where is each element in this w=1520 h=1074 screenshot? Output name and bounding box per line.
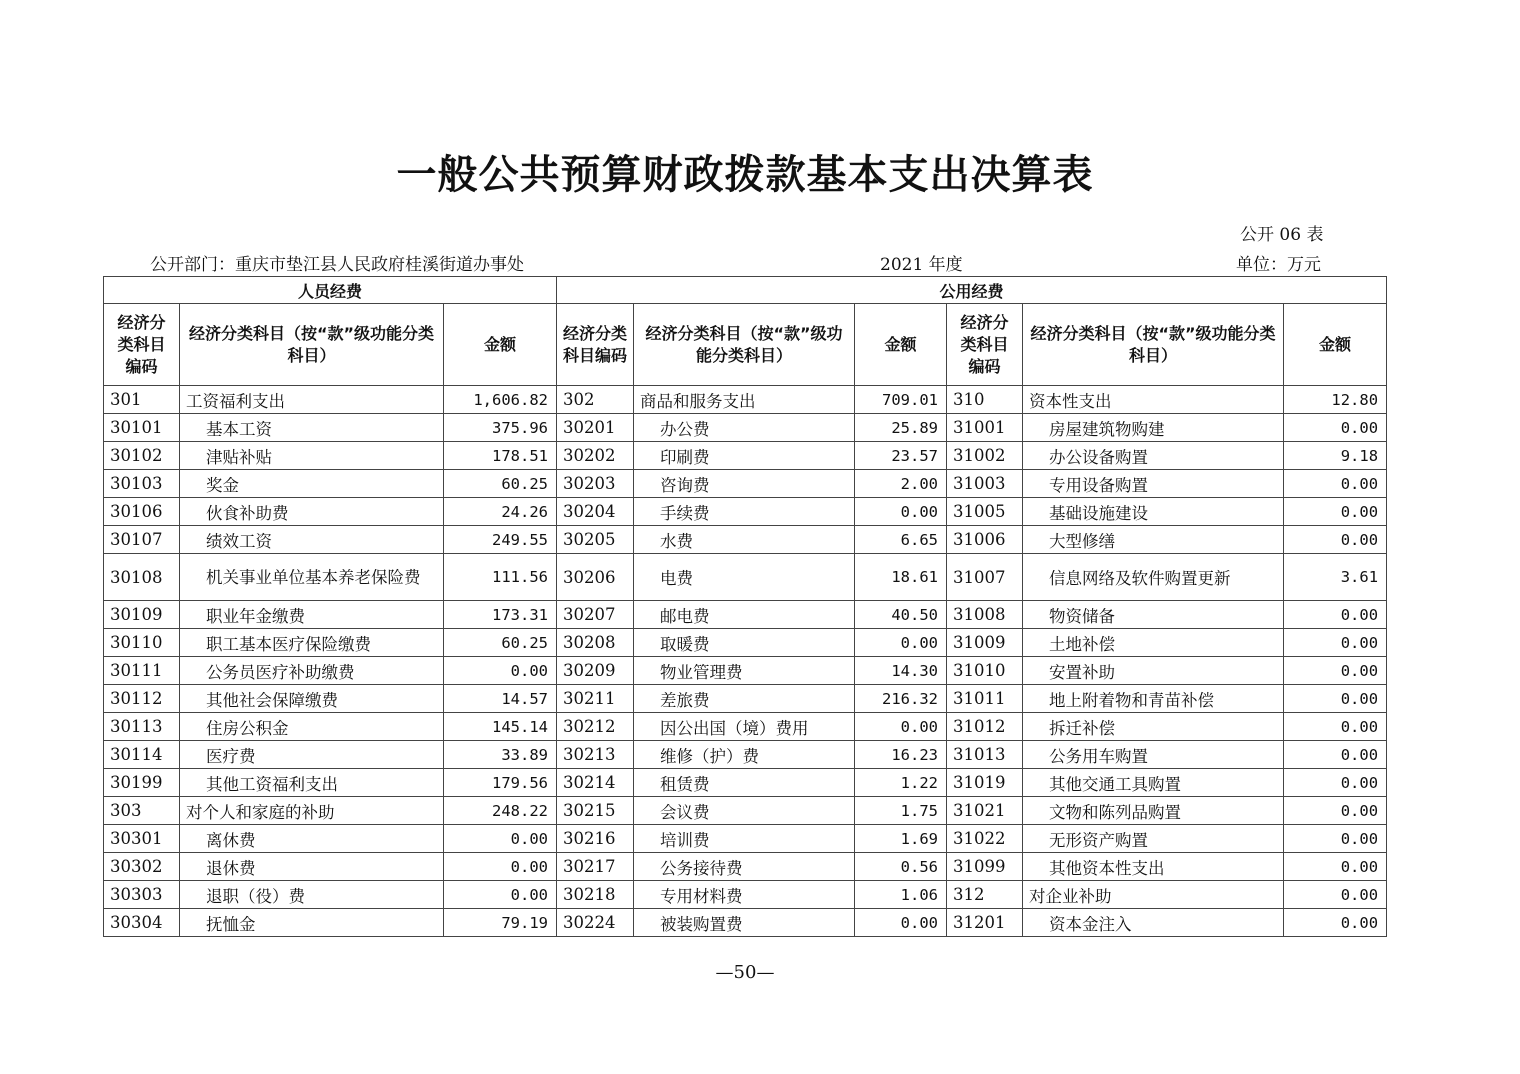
economic-code-cell: 31003 [947, 470, 1023, 498]
economic-code-cell: 312 [947, 881, 1023, 909]
economic-code-cell: 30215 [557, 797, 634, 825]
table-row [104, 526, 1387, 554]
amount-cell: 0.00 [1284, 713, 1387, 741]
economic-code-cell: 30208 [557, 629, 634, 657]
category-name-cell: 退休费 [180, 853, 444, 881]
category-name-cell: 资本金注入 [1023, 909, 1284, 937]
column-header-code: 经济分类科目编码 [557, 304, 634, 386]
category-name-cell: 物资储备 [1023, 601, 1284, 629]
category-name-cell: 公务接待费 [634, 853, 855, 881]
economic-code-cell: 301 [104, 386, 180, 414]
category-name-cell: 会议费 [634, 797, 855, 825]
economic-code-cell: 31008 [947, 601, 1023, 629]
amount-cell: 1.75 [855, 797, 947, 825]
amount-cell: 6.65 [855, 526, 947, 554]
amount-cell: 0.00 [1284, 769, 1387, 797]
economic-code-cell: 303 [104, 797, 180, 825]
amount-cell: 24.26 [444, 498, 557, 526]
amount-cell: 14.30 [855, 657, 947, 685]
category-name-cell: 职业年金缴费 [180, 601, 444, 629]
table-row [104, 825, 1387, 853]
amount-cell: 12.80 [1284, 386, 1387, 414]
category-name-cell: 维修（护）费 [634, 741, 855, 769]
amount-cell: 0.00 [1284, 470, 1387, 498]
category-name-cell: 公务员医疗补助缴费 [180, 657, 444, 685]
economic-code-cell: 30203 [557, 470, 634, 498]
economic-code-cell: 30199 [104, 769, 180, 797]
amount-cell: 0.00 [855, 498, 947, 526]
category-name-cell: 医疗费 [180, 741, 444, 769]
economic-code-cell: 30108 [104, 554, 180, 601]
amount-cell: 179.56 [444, 769, 557, 797]
amount-cell: 375.96 [444, 414, 557, 442]
column-header-code: 经济分类科目编码 [947, 304, 1023, 386]
table-row [104, 741, 1387, 769]
column-header-name: 经济分类科目（按“款”级功能分类科目） [180, 304, 444, 386]
economic-code-cell: 30204 [557, 498, 634, 526]
amount-cell: 0.00 [1284, 526, 1387, 554]
amount-cell: 178.51 [444, 442, 557, 470]
economic-code-cell: 30201 [557, 414, 634, 442]
category-name-cell: 租赁费 [634, 769, 855, 797]
category-name-cell: 拆迁补偿 [1023, 713, 1284, 741]
category-name-cell: 办公设备购置 [1023, 442, 1284, 470]
economic-code-cell: 31009 [947, 629, 1023, 657]
category-name-cell: 地上附着物和青苗补偿 [1023, 685, 1284, 713]
category-name-cell: 专用材料费 [634, 881, 855, 909]
economic-code-cell: 31011 [947, 685, 1023, 713]
amount-cell: 0.00 [855, 629, 947, 657]
amount-cell: 0.00 [1284, 825, 1387, 853]
category-name-cell: 工资福利支出 [180, 386, 444, 414]
economic-code-cell: 30218 [557, 881, 634, 909]
category-name-cell: 退职（役）费 [180, 881, 444, 909]
column-header-amount: 金额 [444, 304, 557, 386]
amount-cell: 0.00 [1284, 685, 1387, 713]
amount-cell: 0.00 [1284, 797, 1387, 825]
category-name-cell: 手续费 [634, 498, 855, 526]
category-name-cell: 机关事业单位基本养老保险费 [180, 554, 444, 601]
table-row [104, 797, 1387, 825]
economic-code-cell: 31099 [947, 853, 1023, 881]
amount-cell: 111.56 [444, 554, 557, 601]
amount-cell: 25.89 [855, 414, 947, 442]
column-header-name: 经济分类科目（按“款”级功能分类科目） [634, 304, 855, 386]
amount-cell: 216.32 [855, 685, 947, 713]
category-name-cell: 其他工资福利支出 [180, 769, 444, 797]
economic-code-cell: 310 [947, 386, 1023, 414]
economic-code-cell: 30114 [104, 741, 180, 769]
economic-code-cell: 30217 [557, 853, 634, 881]
category-name-cell: 房屋建筑物购建 [1023, 414, 1284, 442]
unit-label: 单位：万元 [1236, 255, 1321, 275]
table-row [104, 442, 1387, 470]
economic-code-cell: 31007 [947, 554, 1023, 601]
category-name-cell: 物业管理费 [634, 657, 855, 685]
economic-code-cell: 31002 [947, 442, 1023, 470]
category-name-cell: 被装购置费 [634, 909, 855, 937]
amount-cell: 0.00 [1284, 741, 1387, 769]
category-name-cell: 差旅费 [634, 685, 855, 713]
table-row [104, 685, 1387, 713]
category-name-cell: 基本工资 [180, 414, 444, 442]
economic-code-cell: 30112 [104, 685, 180, 713]
category-name-cell: 津贴补贴 [180, 442, 444, 470]
amount-cell: 0.00 [444, 657, 557, 685]
category-name-cell: 土地补偿 [1023, 629, 1284, 657]
table-row [104, 386, 1387, 414]
economic-code-cell: 31006 [947, 526, 1023, 554]
economic-code-cell: 30304 [104, 909, 180, 937]
table-row [104, 554, 1387, 601]
category-name-cell: 文物和陈列品购置 [1023, 797, 1284, 825]
group-header-public: 公用经费 [557, 277, 1387, 304]
amount-cell: 2.00 [855, 470, 947, 498]
economic-code-cell: 31012 [947, 713, 1023, 741]
form-number: 公开 06 表 [1240, 225, 1324, 245]
amount-cell: 145.14 [444, 713, 557, 741]
amount-cell: 0.00 [1284, 881, 1387, 909]
table-row [104, 629, 1387, 657]
category-name-cell: 安置补助 [1023, 657, 1284, 685]
economic-code-cell: 30205 [557, 526, 634, 554]
amount-cell: 79.19 [444, 909, 557, 937]
category-name-cell: 对个人和家庭的补助 [180, 797, 444, 825]
amount-cell: 0.00 [855, 713, 947, 741]
table-row [104, 657, 1387, 685]
economic-code-cell: 31005 [947, 498, 1023, 526]
economic-code-cell: 31021 [947, 797, 1023, 825]
table-row [104, 881, 1387, 909]
economic-code-cell: 30103 [104, 470, 180, 498]
expenditure-table [103, 276, 1387, 937]
economic-code-cell: 30213 [557, 741, 634, 769]
economic-code-cell: 30211 [557, 685, 634, 713]
economic-code-cell: 30209 [557, 657, 634, 685]
table-row [104, 713, 1387, 741]
category-name-cell: 水费 [634, 526, 855, 554]
amount-cell: 0.00 [444, 825, 557, 853]
economic-code-cell: 30302 [104, 853, 180, 881]
category-name-cell: 专用设备购置 [1023, 470, 1284, 498]
category-name-cell: 印刷费 [634, 442, 855, 470]
table-row [104, 769, 1387, 797]
amount-cell: 14.57 [444, 685, 557, 713]
amount-cell: 0.00 [1284, 414, 1387, 442]
amount-cell: 0.00 [1284, 629, 1387, 657]
category-name-cell: 住房公积金 [180, 713, 444, 741]
category-name-cell: 无形资产购置 [1023, 825, 1284, 853]
column-header-name: 经济分类科目（按“款”级功能分类科目） [1023, 304, 1284, 386]
category-name-cell: 伙食补助费 [180, 498, 444, 526]
category-name-cell: 商品和服务支出 [634, 386, 855, 414]
amount-cell: 60.25 [444, 629, 557, 657]
category-name-cell: 信息网络及软件购置更新 [1023, 554, 1284, 601]
column-header-code: 经济分类科目编码 [104, 304, 180, 386]
economic-code-cell: 30301 [104, 825, 180, 853]
economic-code-cell: 30107 [104, 526, 180, 554]
economic-code-cell: 31001 [947, 414, 1023, 442]
category-name-cell: 绩效工资 [180, 526, 444, 554]
economic-code-cell: 30303 [104, 881, 180, 909]
economic-code-cell: 30101 [104, 414, 180, 442]
category-name-cell: 职工基本医疗保险缴费 [180, 629, 444, 657]
category-name-cell: 培训费 [634, 825, 855, 853]
economic-code-cell: 31022 [947, 825, 1023, 853]
economic-code-cell: 30111 [104, 657, 180, 685]
amount-cell: 9.18 [1284, 442, 1387, 470]
amount-cell: 1,606.82 [444, 386, 557, 414]
economic-code-cell: 30207 [557, 601, 634, 629]
amount-cell: 1.06 [855, 881, 947, 909]
amount-cell: 173.31 [444, 601, 557, 629]
category-name-cell: 取暖费 [634, 629, 855, 657]
category-name-cell: 抚恤金 [180, 909, 444, 937]
page-title: 一般公共预算财政拨款基本支出决算表 [396, 152, 1094, 198]
page-number: —50— [715, 962, 775, 983]
category-name-cell: 基础设施建设 [1023, 498, 1284, 526]
amount-cell: 249.55 [444, 526, 557, 554]
amount-cell: 16.23 [855, 741, 947, 769]
amount-cell: 0.00 [444, 853, 557, 881]
column-header-amount: 金额 [1284, 304, 1387, 386]
economic-code-cell: 31201 [947, 909, 1023, 937]
economic-code-cell: 30110 [104, 629, 180, 657]
amount-cell: 1.22 [855, 769, 947, 797]
category-name-cell: 邮电费 [634, 601, 855, 629]
economic-code-cell: 30206 [557, 554, 634, 601]
table-row [104, 909, 1387, 937]
amount-cell: 0.00 [1284, 853, 1387, 881]
amount-cell: 0.00 [1284, 498, 1387, 526]
fiscal-year-label: 2021 年度 [880, 255, 963, 275]
economic-code-cell: 30214 [557, 769, 634, 797]
table-row [104, 470, 1387, 498]
category-name-cell: 资本性支出 [1023, 386, 1284, 414]
economic-code-cell: 30202 [557, 442, 634, 470]
economic-code-cell: 31013 [947, 741, 1023, 769]
economic-code-cell: 30113 [104, 713, 180, 741]
category-name-cell: 咨询费 [634, 470, 855, 498]
economic-code-cell: 30109 [104, 601, 180, 629]
column-header-amount: 金额 [855, 304, 947, 386]
amount-cell: 1.69 [855, 825, 947, 853]
economic-code-cell: 30106 [104, 498, 180, 526]
table-row [104, 601, 1387, 629]
economic-code-cell: 30212 [557, 713, 634, 741]
amount-cell: 0.00 [1284, 657, 1387, 685]
amount-cell: 0.00 [1284, 909, 1387, 937]
economic-code-cell: 31019 [947, 769, 1023, 797]
group-header-personnel: 人员经费 [104, 277, 557, 304]
amount-cell: 23.57 [855, 442, 947, 470]
economic-code-cell: 30224 [557, 909, 634, 937]
amount-cell: 60.25 [444, 470, 557, 498]
category-name-cell: 大型修缮 [1023, 526, 1284, 554]
amount-cell: 0.00 [1284, 601, 1387, 629]
amount-cell: 3.61 [1284, 554, 1387, 601]
category-name-cell: 办公费 [634, 414, 855, 442]
category-name-cell: 因公出国（境）费用 [634, 713, 855, 741]
category-name-cell: 奖金 [180, 470, 444, 498]
amount-cell: 709.01 [855, 386, 947, 414]
amount-cell: 248.22 [444, 797, 557, 825]
category-name-cell: 离休费 [180, 825, 444, 853]
amount-cell: 40.50 [855, 601, 947, 629]
amount-cell: 33.89 [444, 741, 557, 769]
amount-cell: 18.61 [855, 554, 947, 601]
economic-code-cell: 30102 [104, 442, 180, 470]
table-row [104, 498, 1387, 526]
economic-code-cell: 30216 [557, 825, 634, 853]
amount-cell: 0.56 [855, 853, 947, 881]
amount-cell: 0.00 [444, 881, 557, 909]
category-name-cell: 其他资本性支出 [1023, 853, 1284, 881]
category-name-cell: 其他社会保障缴费 [180, 685, 444, 713]
table-body [104, 386, 1387, 937]
economic-code-cell: 31010 [947, 657, 1023, 685]
table-row [104, 414, 1387, 442]
category-name-cell: 电费 [634, 554, 855, 601]
economic-code-cell: 302 [557, 386, 634, 414]
category-name-cell: 对企业补助 [1023, 881, 1284, 909]
table-row [104, 853, 1387, 881]
category-name-cell: 其他交通工具购置 [1023, 769, 1284, 797]
amount-cell: 0.00 [855, 909, 947, 937]
category-name-cell: 公务用车购置 [1023, 741, 1284, 769]
department-label: 公开部门：重庆市垫江县人民政府桂溪街道办事处 [150, 255, 524, 275]
